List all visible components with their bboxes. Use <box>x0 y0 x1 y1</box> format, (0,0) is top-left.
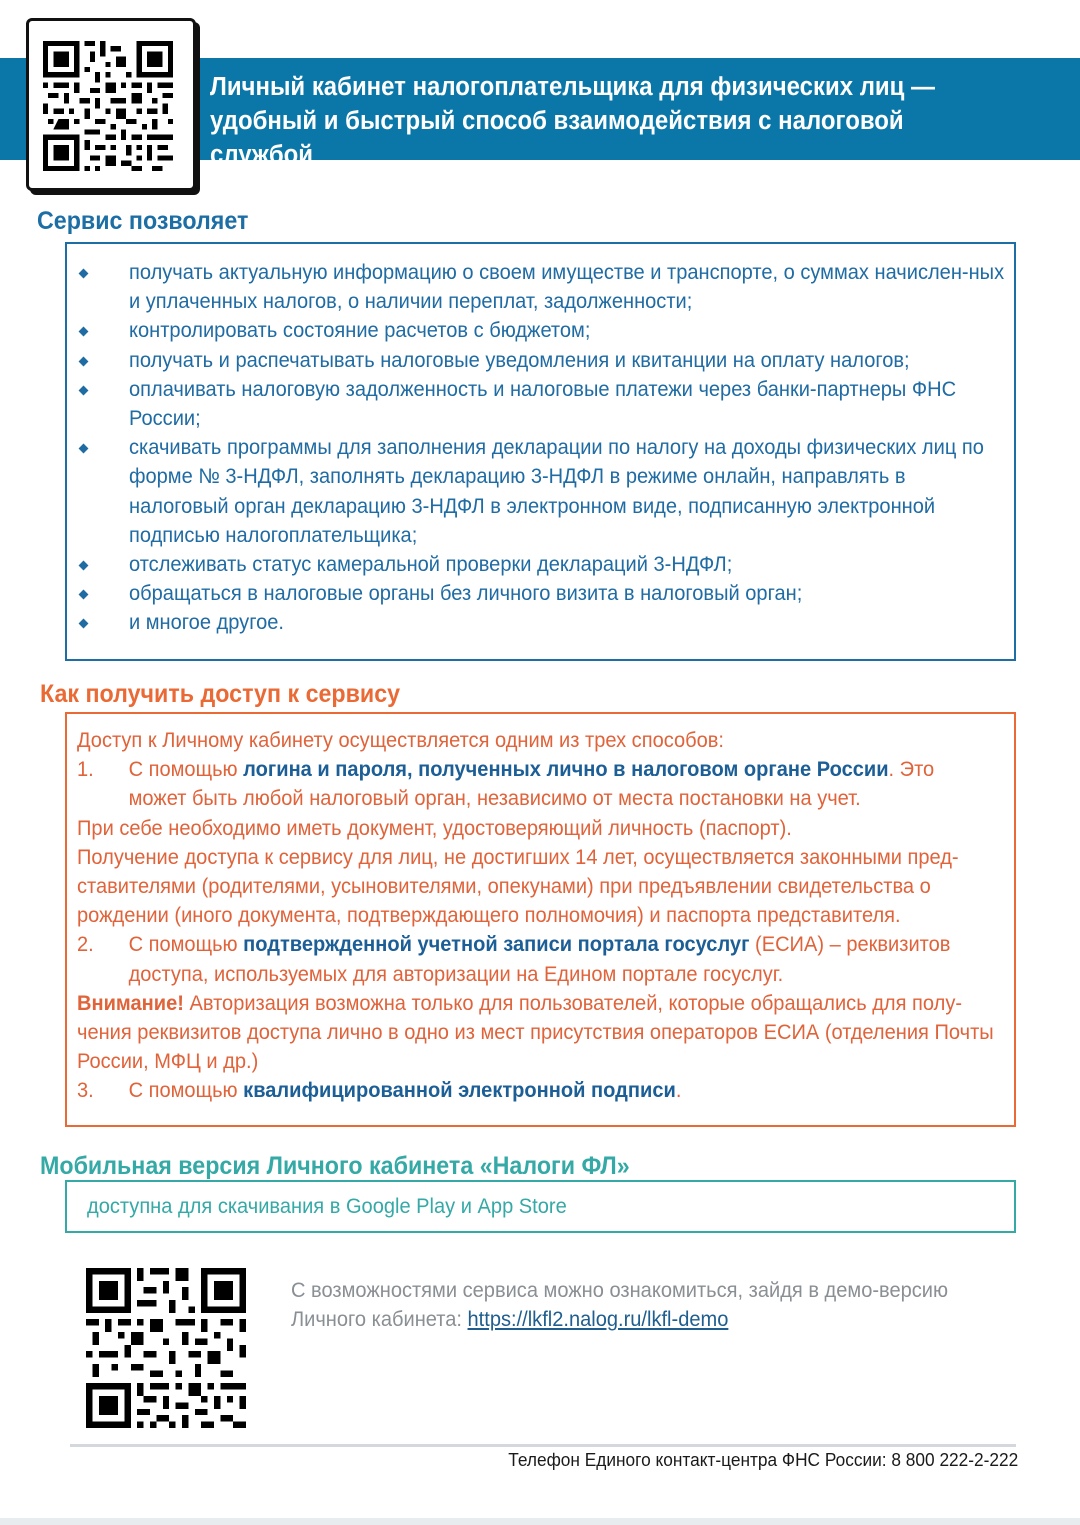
access-method-1-continued: может быть любой налоговый орган, независимо от места постановки на учет. <box>128 787 861 811</box>
demo-description <box>291 1276 1017 1334</box>
diamond-bullet-icon <box>79 619 89 629</box>
footer-divider <box>70 1444 1016 1447</box>
page-title <box>210 70 1009 172</box>
passport-note: При себе необходимо иметь документ, удостоверяющий личность (паспорт). <box>77 816 792 840</box>
demo-text-line-2: Личного кабинета: https://lkfl2.nalog.ru/lkfl-demo <box>291 1308 729 1331</box>
access-content <box>77 726 1008 1106</box>
mobile-heading: Мобильная версия Личного кабинета «Налоги ФЛ» <box>40 1152 630 1180</box>
access-method-1: 1. С помощью логина и пароля, полученных лично в налоговом органе России. Это <box>77 758 935 782</box>
list-item: отслеживать статус камеральной проверки деклараций 3-НДФЛ; <box>67 550 1014 579</box>
warning-note: Внимание! Авторизация возможна только для пользователей, которые обращались для полу-чения реквизитов доступа лично в одно из мест присутствия операторов ЕСИА (отделения Почты России, МФЦ и др.) <box>77 991 994 1074</box>
mobile-text: доступна для скачивания в Google Play и App Store <box>87 1195 567 1218</box>
diamond-bullet-icon <box>79 590 89 600</box>
access-method-3: 3. С помощью квалифицированной электронной подписи. <box>77 1079 682 1103</box>
access-method-2-continued: доступа, используемых для авторизации на Едином портале госуслуг. <box>128 962 784 986</box>
diamond-bullet-icon <box>79 444 89 454</box>
list-item: оплачивать налоговую задолженность и налоговые платежи через банки-партнеры ФНС России; <box>67 375 1014 433</box>
bottom-strip <box>0 1518 1080 1525</box>
access-intro: Доступ к Личному кабинету осуществляется одним из трех способов: <box>77 729 724 752</box>
access-box <box>65 712 1016 1127</box>
title-line-1: Личный кабинет налогоплательщика для физических лиц — <box>210 73 936 101</box>
list-item: скачивать программы для заполнения декларации по налогу на доходы физических лиц по форме № 3-НДФЛ, заполнять декларацию 3-НДФЛ в режиме онлайн, направлять в налоговый орган декларацию 3-НДФЛ в электронном виде, подписанную электронной подписью налогоплательщика; <box>67 433 1014 550</box>
diamond-bullet-icon <box>79 356 89 366</box>
title-line-2: удобный и быстрый способ взаимодействия с налоговой службой <box>210 107 904 169</box>
list-item: получать актуальную информацию о своем имуществе и транспорте, о суммах начислен-ных и уплаченных налогов, о наличии переплат, задолженности; <box>67 258 1014 316</box>
services-heading: Сервис позволяет <box>37 207 249 235</box>
diamond-bullet-icon <box>79 269 89 279</box>
services-box <box>65 242 1016 661</box>
footer-contact: Телефон Единого контакт-центра ФНС России: 8 800 222-2-222 <box>508 1450 1018 1470</box>
list-item: обращаться в налоговые органы без личного визита в налоговый орган; <box>67 579 1014 608</box>
minors-note: Получение доступа к сервису для лиц, не достигших 14 лет, осуществляется законными пред-ставителями (родителями, усыновителями, опекунами) при предъявлении свидетельства о рождении (иного документа, подтверждающего полномочия) и паспорта представителя. <box>77 845 959 928</box>
mobile-box <box>65 1180 1016 1233</box>
demo-link[interactable]: https://lkfl2.nalog.ru/lkfl-demo <box>467 1308 729 1331</box>
list-item: контролировать состояние расчетов с бюджетом; <box>67 316 1014 345</box>
demo-qr-code-icon <box>86 1268 246 1428</box>
qr-code-icon <box>43 41 173 171</box>
demo-text-line-1: С возможностями сервиса можно ознакомиться, зайдя в демо-версию <box>291 1279 949 1302</box>
access-method-2: 2. С помощью подтвержденной учетной записи портала госуслуг (ЕСИА) – реквизитов <box>77 933 951 957</box>
services-list <box>67 258 1014 638</box>
access-heading: Как получить доступ к сервису <box>40 680 401 708</box>
diamond-bullet-icon <box>79 561 89 571</box>
list-item: получать и распечатывать налоговые уведомления и квитанции на оплату налогов; <box>67 346 1014 375</box>
diamond-bullet-icon <box>79 327 89 337</box>
list-item: и многое другое. <box>67 608 1014 637</box>
diamond-bullet-icon <box>79 385 89 395</box>
header-qr-code <box>26 18 196 191</box>
